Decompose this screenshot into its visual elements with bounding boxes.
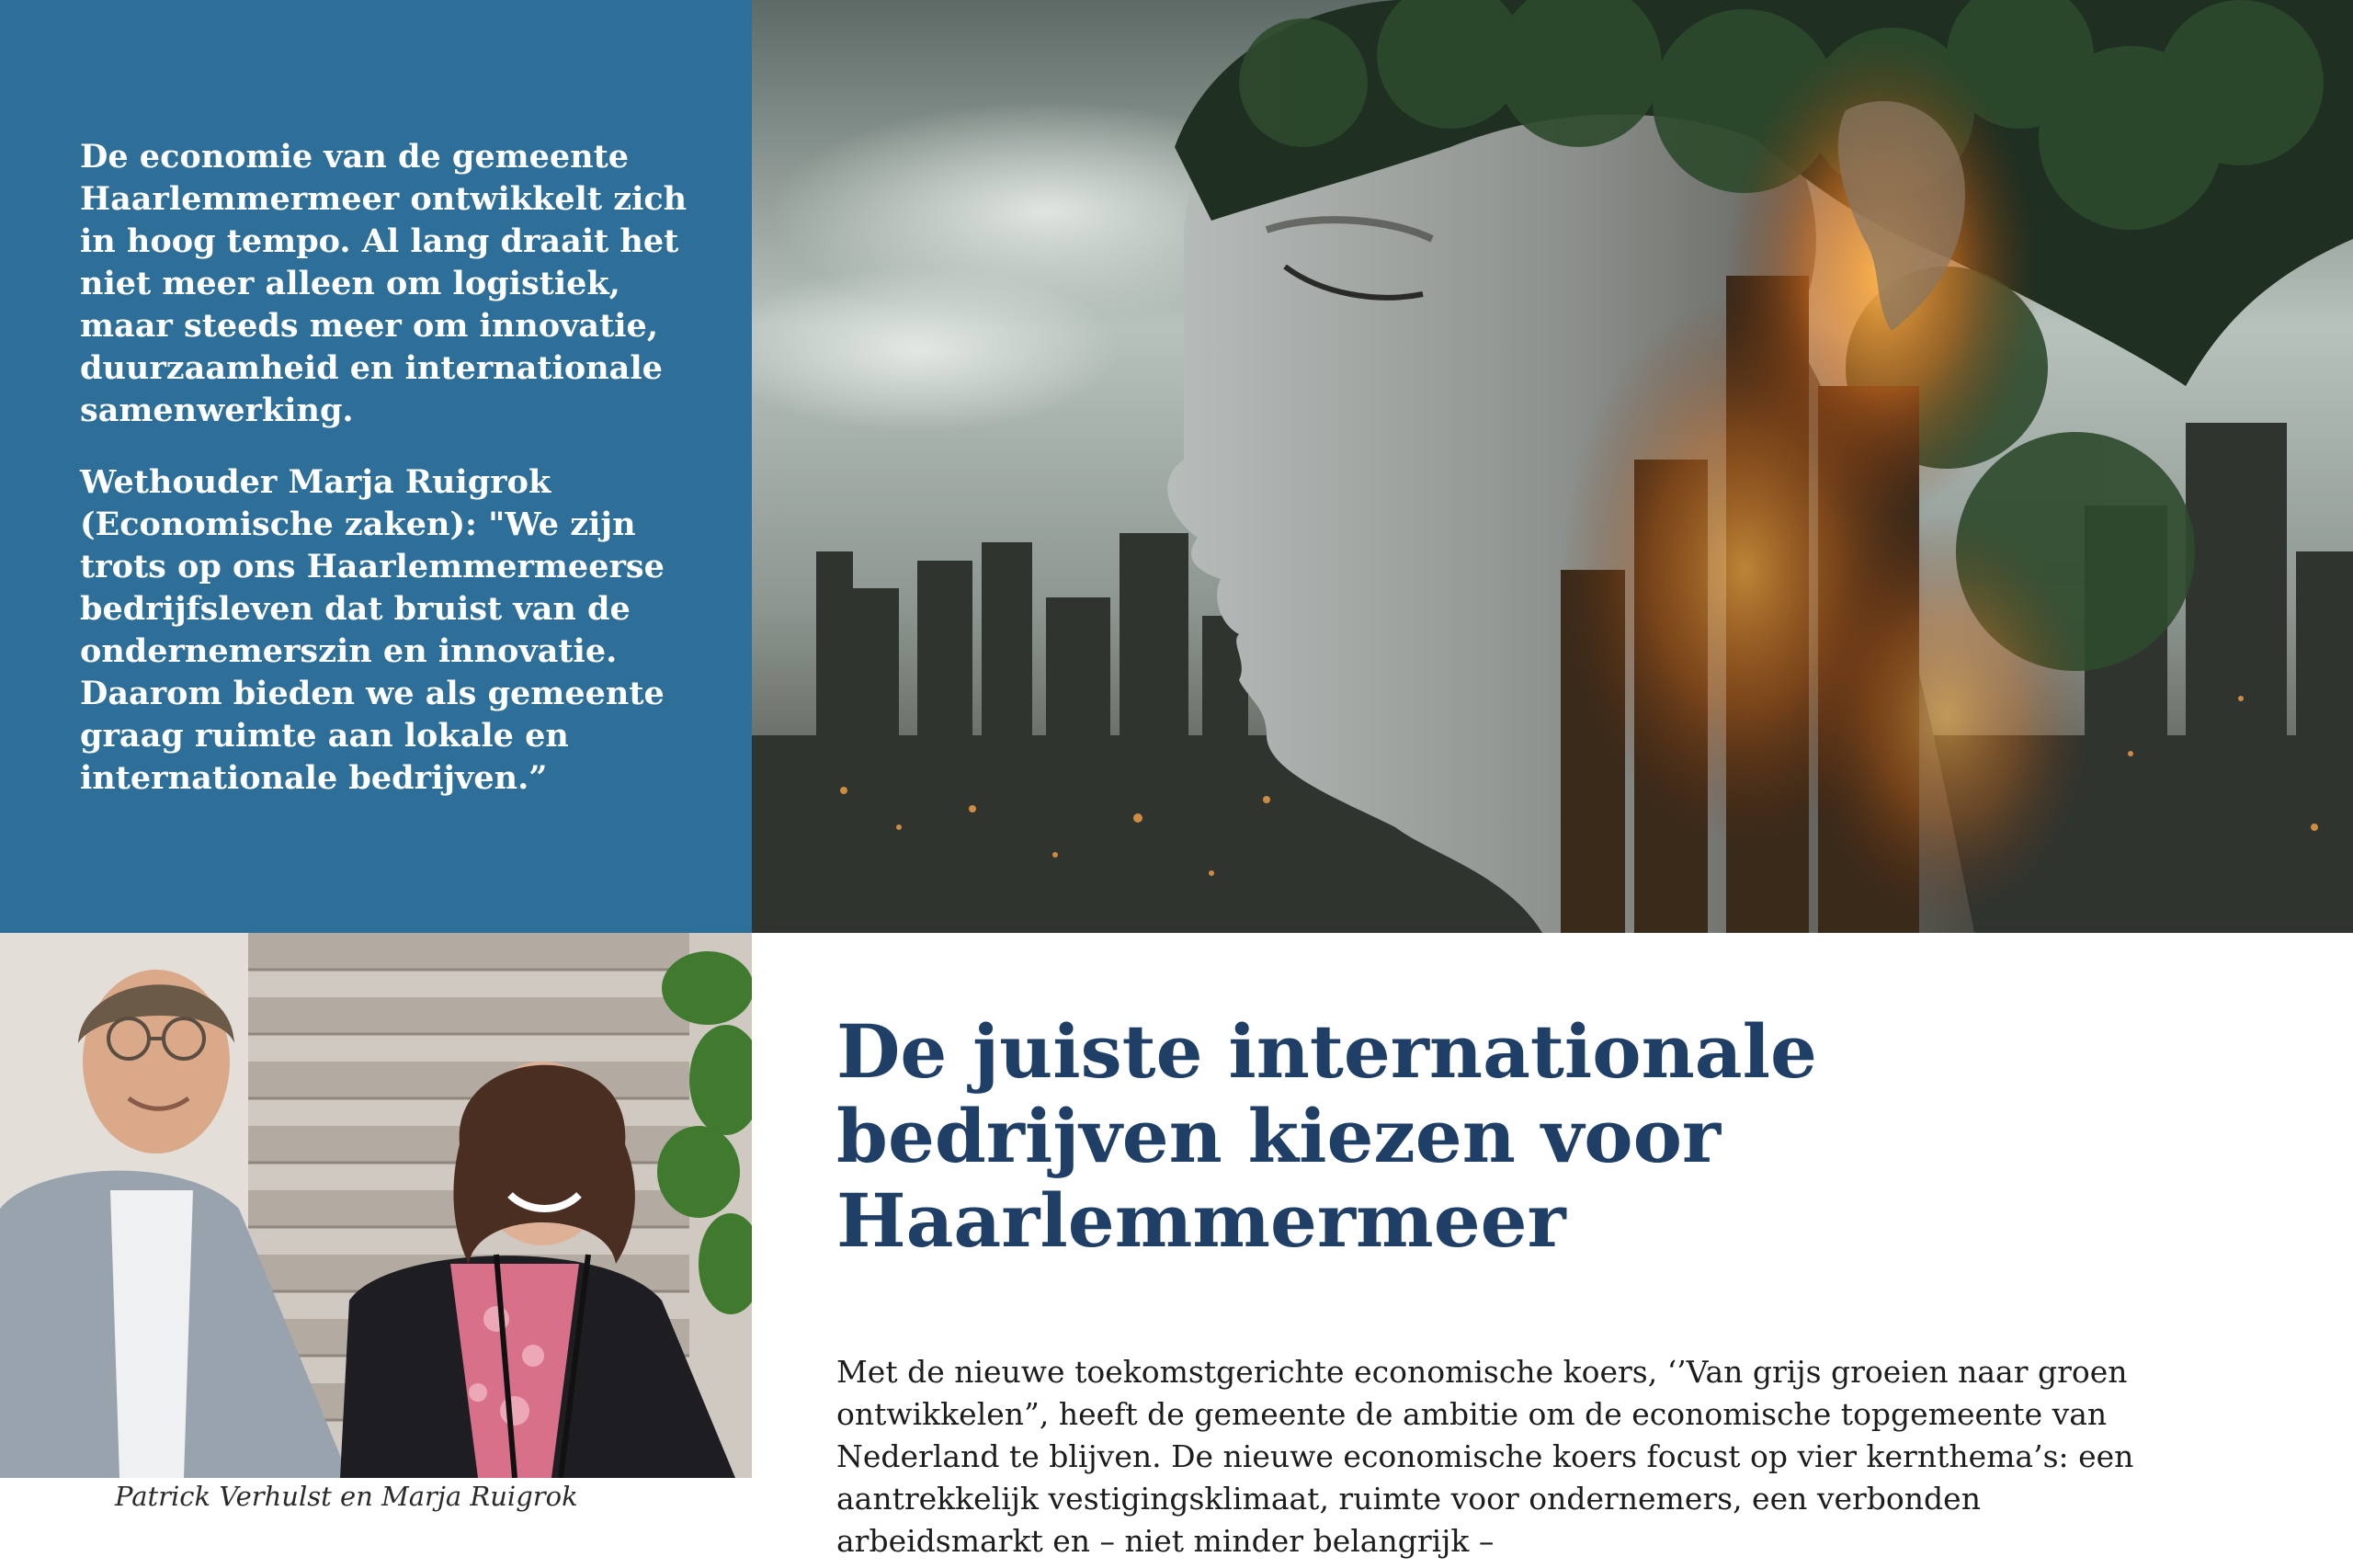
portrait-photo — [0, 933, 752, 1478]
hero-image — [752, 0, 2353, 933]
article-body: Met de nieuwe toekomstgerichte economische koers, ‘’Van grijs groeien naar groen ontwikkelen”, heeft de gemeente de ambitie om de economische topgemeente van Nederland te blijven. De nieuwe economische koers focust op vier kernthema’s: een aantrekkelijk vestigingsklimaat, ruimte voor ondernemers, een verbonden arbeidsmarkt en – niet minder belangrijk – — [836, 1354, 2134, 1559]
intro-paragraph-2: Wethouder Marja Ruigrok (Economische zaken): "We zijn trots op ons Haarlemmermeerse bedrijfsleven dat bruist van de ondernemerszin en innovatie. Daarom bieden we als gemeente graag ruimte aan lokale en internationale bedrijven.” — [80, 463, 665, 797]
intro-paragraph-1: De economie van de gemeente Haarlemmermeer ontwikkelt zich in hoog tempo. Al lang draait het niet meer alleen om logistiek, maar steeds meer om innovatie, duurzaamheid en internationale samenwerking. — [80, 138, 688, 429]
photo-caption: Patrick Verhulst en Marja Ruigrok — [115, 1481, 578, 1512]
intro-panel — [0, 0, 752, 933]
article-headline: De juiste internationale bedrijven kiezen voor Haarlemmermeer — [836, 1008, 1817, 1264]
intro-text — [80, 136, 723, 829]
